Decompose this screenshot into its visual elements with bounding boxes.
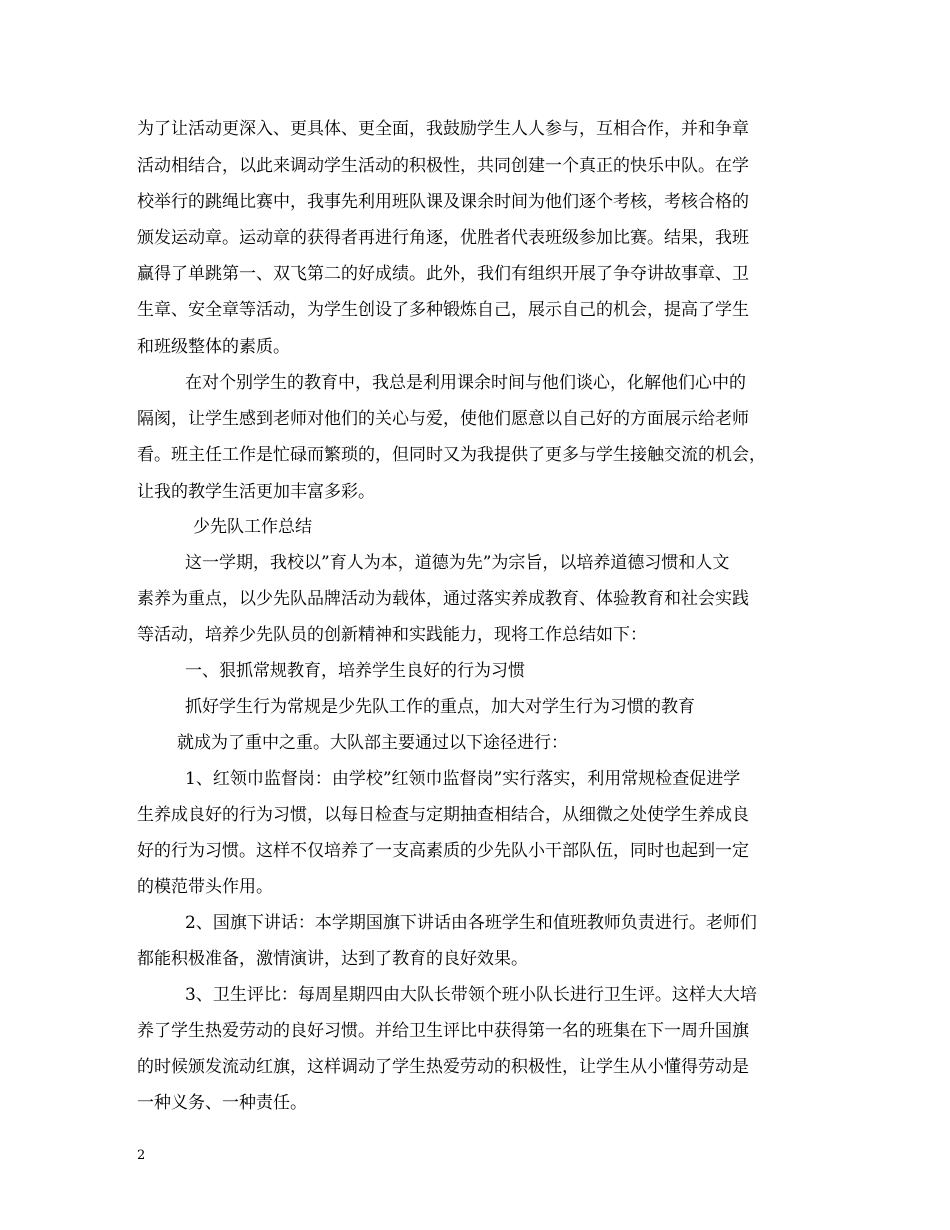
- text-line: 让我的教学生活更加丰富多彩。: [137, 482, 375, 502]
- text-line: 1、红领巾监督岗：由学校”红领巾监督岗”实行落实，利用常规检查促进学: [185, 769, 741, 789]
- text-line: 为了让活动更深入、更具体、更全面，我鼓励学生人人参与，互相合作，并和争章: [137, 119, 749, 139]
- text-line: 活动相结合，以此来调动学生活动的积极性，共同创建一个真正的快乐中队。在学: [137, 156, 749, 176]
- text-line: 2、国旗下讲话：本学期国旗下讲话由各班学生和值班教师负责进行。老师们: [185, 913, 757, 933]
- text-line: 看。班主任工作是忙碌而繁琐的，但同时又为我提供了更多与学生接触交流的机会，: [137, 445, 766, 465]
- text-line: 3、卫生评比：每周星期四由大队长带领个班小队长进行卫生评。这样大大培: [185, 985, 757, 1005]
- text-line: 都能积极准备，激情演讲，达到了教育的良好效果。: [137, 949, 528, 969]
- text-line: 和班级整体的素质。: [137, 337, 290, 357]
- text-line: 这一学期，我校以”育人为本，道德为先”为宗旨，以培养道德习惯和人文: [185, 553, 730, 573]
- text-line: 养了学生热爱劳动的良好习惯。并给卫生评比中获得第一名的班集在下一周升国旗: [137, 1021, 749, 1041]
- subheading: 一、狠抓常规教育，培养学生良好的行为习惯: [185, 661, 525, 681]
- text-line: 的模范带头作用。: [137, 877, 273, 897]
- section-heading: 少先队工作总结: [193, 517, 312, 537]
- text-line: 等活动，培养少先队员的创新精神和实践能力，现将工作总结如下：: [137, 625, 647, 645]
- text-line: 生章、安全章等活动，为学生创设了多种锻炼自己，展示自己的机会，提高了学生: [137, 300, 749, 320]
- text-line: 就成为了重中之重。大队部主要通过以下途径进行：: [177, 733, 568, 753]
- page-number: 2: [137, 1148, 146, 1163]
- text-line: 隔阂，让学生感到老师对他们的关心与爱，使他们愿意以自己好的方面展示给老师: [137, 409, 749, 429]
- text-line: 赢得了单跳第一、双飞第二的好成绩。此外，我们有组织开展了争夺讲故事章、卫: [137, 264, 749, 284]
- text-line: 好的行为习惯。这样不仅培养了一支高素质的少先队小干部队伍，同时也起到一定: [137, 841, 749, 861]
- text-line: 抓好学生行为常规是少先队工作的重点，加大对学生行为习惯的教育: [185, 697, 695, 717]
- text-line: 颁发运动章。运动章的获得者再进行角逐，优胜者代表班级参加比赛。结果，我班: [137, 228, 749, 248]
- text-line: 一种义务、一种责任。: [137, 1093, 307, 1113]
- text-line: 在对个别学生的教育中，我总是利用课余时间与他们谈心，化解他们心中的: [185, 373, 746, 393]
- text-line: 的时候颁发流动红旗，这样调动了学生热爱劳动的积极性，让学生从小懂得劳动是: [137, 1057, 749, 1077]
- text-line: 校举行的跳绳比赛中，我事先利用班队课及课余时间为他们逐个考核，考核合格的: [137, 192, 749, 212]
- text-line: 生养成良好的行为习惯，以每日检查与定期抽查相结合，从细微之处使学生养成良: [137, 805, 749, 825]
- text-line: 素养为重点，以少先队品牌活动为载体，通过落实养成教育、体验教育和社会实践: [137, 589, 749, 609]
